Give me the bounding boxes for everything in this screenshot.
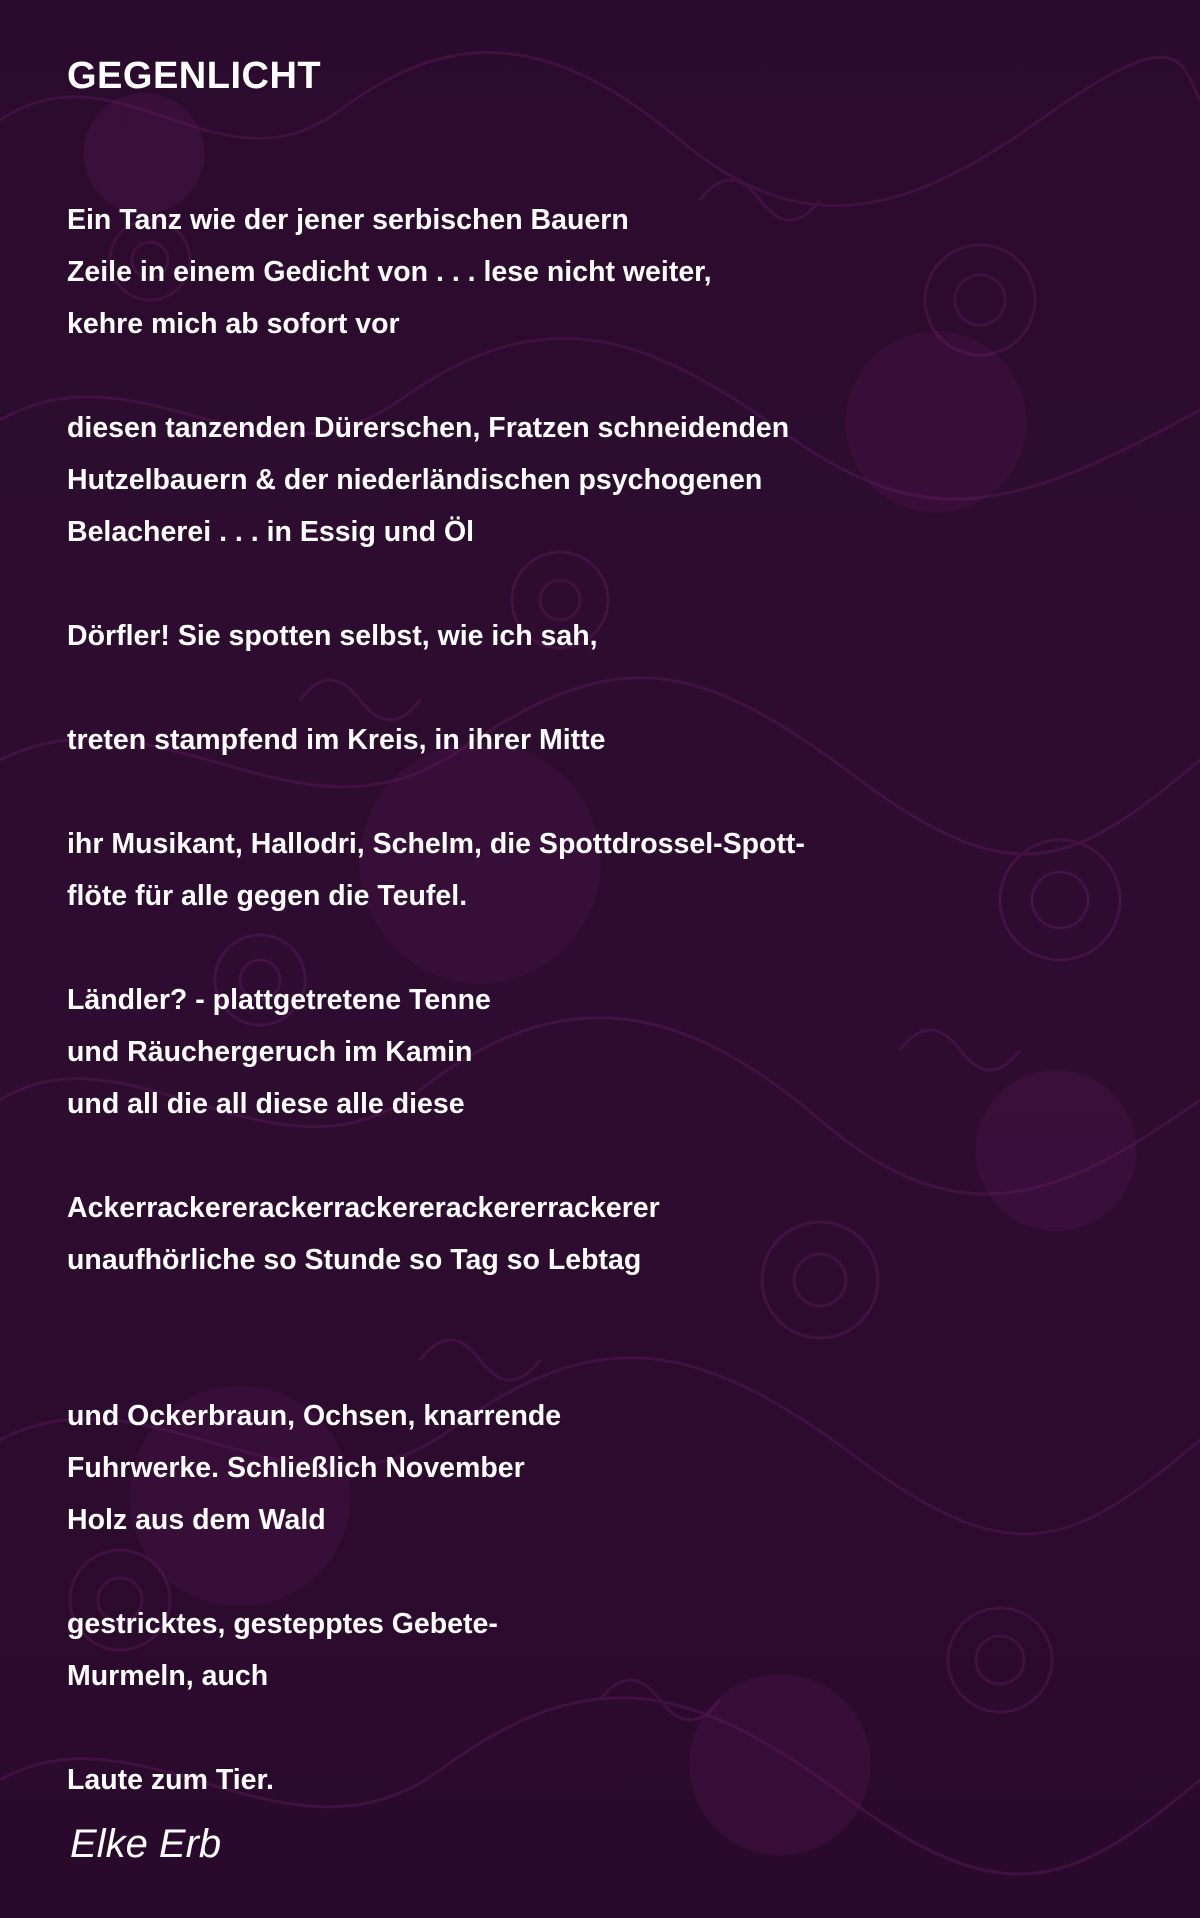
- stanza-break: [67, 922, 1127, 974]
- poem-line: Fuhrwerke. Schließlich November: [67, 1452, 525, 1484]
- poem-line: diesen tanzenden Dürerschen, Fratzen schneidenden: [67, 412, 790, 444]
- poem-author: Elke Erb: [70, 1822, 222, 1866]
- stanza-break: [67, 1130, 1127, 1182]
- poem-line: und all die all diese alle diese: [67, 1088, 465, 1120]
- poem-line: Laute zum Tier.: [67, 1764, 274, 1796]
- stanza-break: [67, 350, 1127, 402]
- stanza-break: [67, 662, 1127, 714]
- poem-line: ihr Musikant, Hallodri, Schelm, die Spottdrossel-Spott-: [67, 828, 805, 860]
- stanza-break: [67, 1702, 1127, 1754]
- poem-title: GEGENLICHT: [67, 55, 322, 97]
- stanza-break: [67, 1286, 1127, 1338]
- poem-line: Belacherei . . . in Essig und Öl: [67, 516, 475, 548]
- poem-line: Hutzelbauern & der niederländischen psychogenen: [67, 464, 763, 496]
- poem-body: [67, 194, 1127, 1806]
- poem-line: Holz aus dem Wald: [67, 1504, 326, 1536]
- stanza-break: [67, 558, 1127, 610]
- poem-line: und Räuchergeruch im Kamin: [67, 1036, 473, 1068]
- poem-line: flöte für alle gegen die Teufel.: [67, 880, 468, 912]
- poem-line: Ländler? - plattgetretene Tenne: [67, 984, 491, 1016]
- poem-line: Dörfler! Sie spotten selbst, wie ich sah,: [67, 620, 598, 652]
- poem-line: Ein Tanz wie der jener serbischen Bauern: [67, 204, 629, 236]
- poem-line: und Ockerbraun, Ochsen, knarrende: [67, 1400, 562, 1432]
- poem-line: unaufhörliche so Stunde so Tag so Lebtag: [67, 1244, 642, 1276]
- poem-line: treten stampfend im Kreis, in ihrer Mitte: [67, 724, 606, 756]
- poem-line: Ackerrackererackerrackererackererrackerer: [67, 1192, 660, 1224]
- poem-container: [67, 48, 1127, 1806]
- stanza-break: [67, 1546, 1127, 1598]
- poem-line: Zeile in einem Gedicht von . . . lese nicht weiter,: [67, 256, 712, 288]
- poem-line: kehre mich ab sofort vor: [67, 308, 400, 340]
- poem-line: Murmeln, auch: [67, 1660, 269, 1692]
- poem-line: gestricktes, gestepptes Gebete-: [67, 1608, 498, 1640]
- stanza-break: [67, 766, 1127, 818]
- stanza-break: [67, 1338, 1127, 1390]
